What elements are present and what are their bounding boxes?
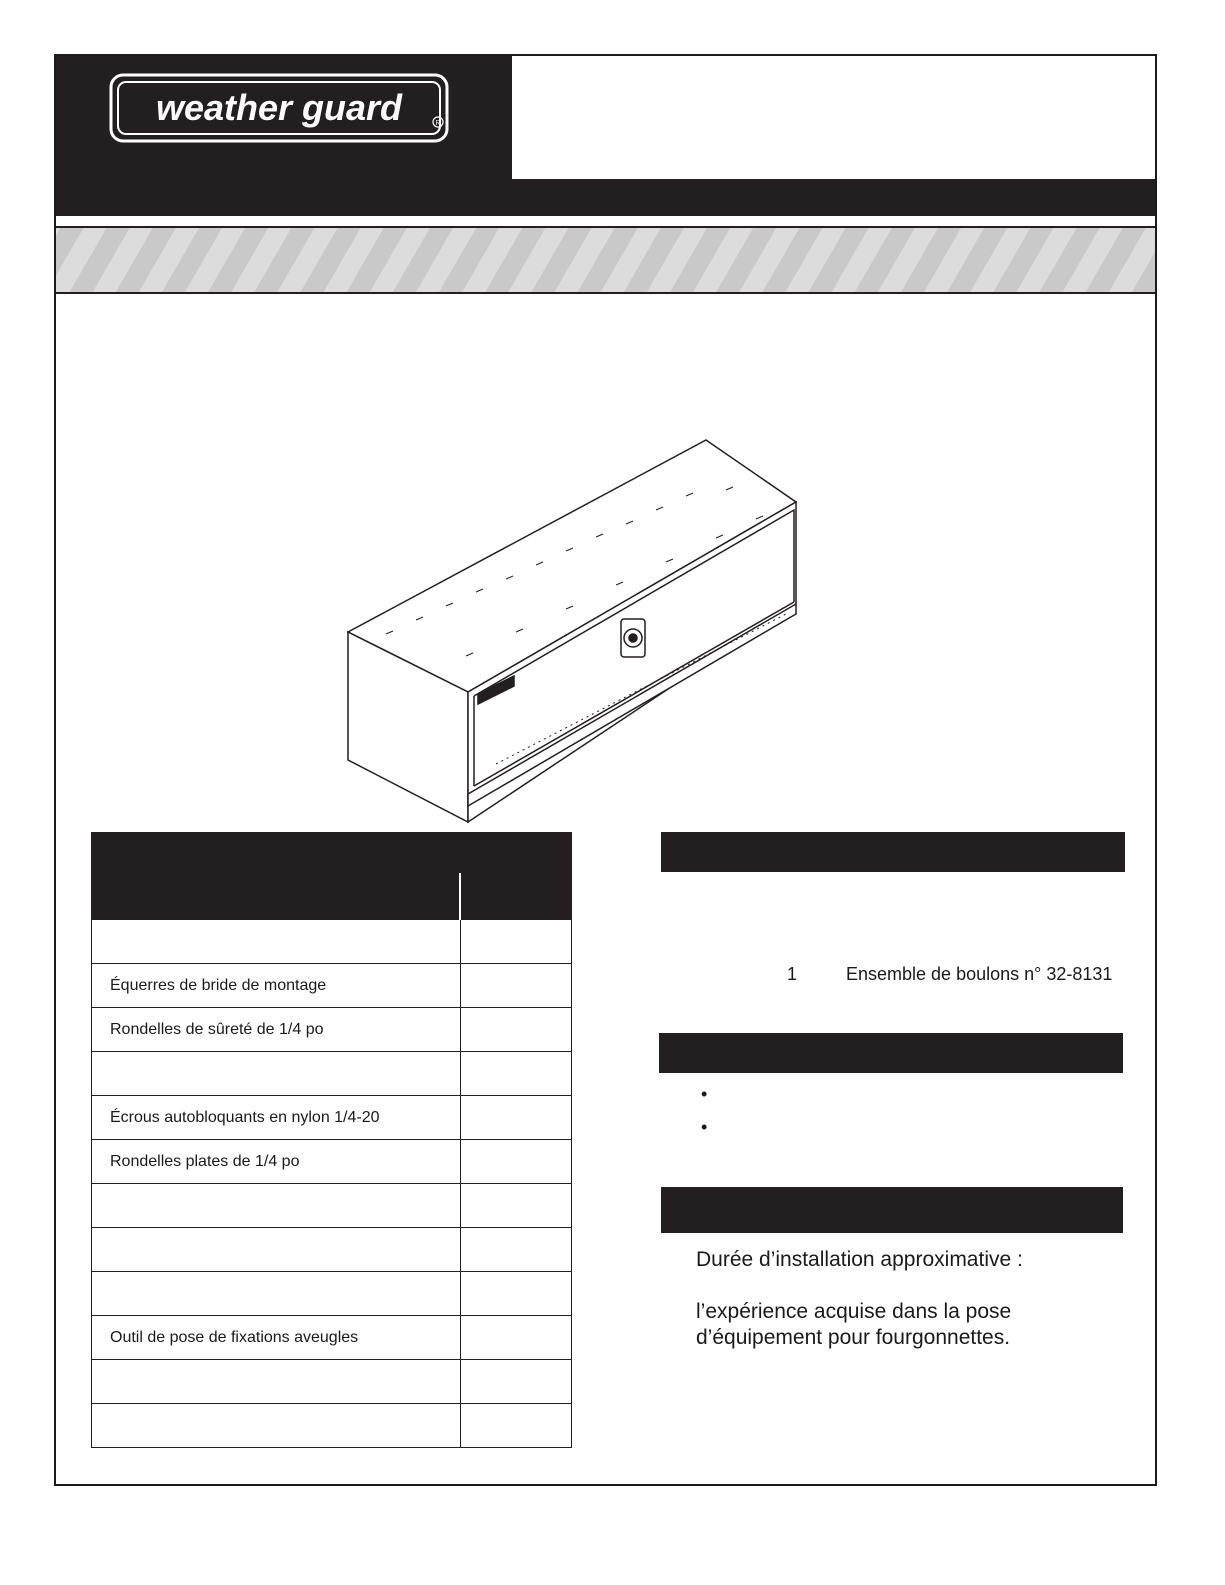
table-row [92, 1008, 572, 1052]
part-qty [460, 1052, 572, 1096]
table-row [92, 1360, 572, 1404]
part-qty [460, 1096, 572, 1140]
table-row [92, 1184, 572, 1228]
part-qty [460, 1316, 572, 1360]
table-row [92, 964, 572, 1008]
table-row [92, 1052, 572, 1096]
page-frame [54, 54, 1157, 1486]
part-name: Équerres de bride de montage [92, 964, 461, 1008]
install-section-header [661, 1187, 1123, 1233]
bullet-item: • [701, 1117, 708, 1137]
part-name [92, 1272, 461, 1316]
part-name [92, 1404, 461, 1448]
kit-name: Ensemble de boulons n° 32-8131 [846, 964, 1113, 984]
experience-line-1: l’expérience acquise dans la pose [696, 1300, 1012, 1323]
parts-list-table [91, 832, 572, 1448]
table-row [92, 1272, 572, 1316]
part-name: Écrous autobloquants en nylon 1/4-20 [92, 1096, 461, 1140]
table-row [92, 1140, 572, 1184]
part-name [92, 1052, 461, 1096]
table-row [92, 1096, 572, 1140]
part-name [92, 920, 461, 964]
bullet-item: • [701, 1084, 708, 1104]
parts-table-title-row [92, 833, 572, 874]
part-name [92, 1228, 461, 1272]
experience-note [696, 1299, 1011, 1351]
install-time-label: Durée d’installation approximative : [696, 1248, 1023, 1271]
parts-table-header-row [92, 874, 572, 920]
table-row [92, 1404, 572, 1448]
kit-quantity: 1 [787, 964, 798, 984]
tools-section-header [659, 1033, 1123, 1073]
experience-line-2: d’équipement pour fourgonnettes. [696, 1326, 1011, 1349]
part-name: Rondelles plates de 1/4 po [92, 1140, 461, 1184]
weather-guard-logo [108, 72, 458, 147]
part-qty [460, 920, 572, 964]
part-qty [460, 1184, 572, 1228]
part-name [92, 1360, 461, 1404]
table-row [92, 920, 572, 964]
toolbox-illustration [346, 434, 806, 834]
table-row [92, 1228, 572, 1272]
table-row [92, 1316, 572, 1360]
part-qty [460, 1404, 572, 1448]
part-qty [460, 1360, 572, 1404]
kit-section-header [661, 832, 1125, 872]
part-name [92, 1184, 461, 1228]
part-qty [460, 1140, 572, 1184]
svg-text:R: R [435, 120, 441, 127]
part-qty [460, 964, 572, 1008]
part-qty [460, 1272, 572, 1316]
part-qty [460, 1008, 572, 1052]
svg-text:weather guard: weather guard [155, 87, 403, 128]
part-name: Outil de pose de fixations aveugles [92, 1316, 461, 1360]
header-title-box [512, 56, 1155, 179]
hazard-stripe-banner [56, 226, 1155, 294]
part-name: Rondelles de sûreté de 1/4 po [92, 1008, 461, 1052]
part-qty [460, 1228, 572, 1272]
